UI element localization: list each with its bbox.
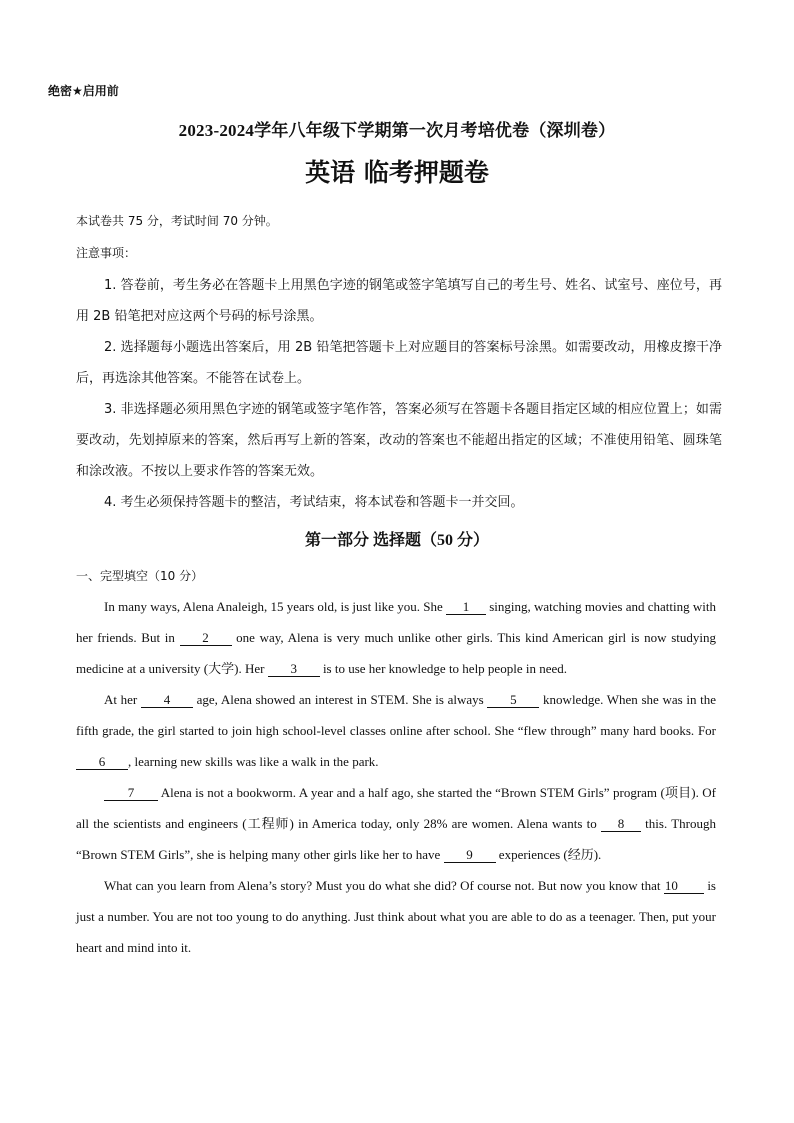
subject-title: 英语 临考押题卷 [305,158,489,187]
passage-text: At her [104,692,141,707]
passage-paragraph [76,870,716,963]
blank-6: 6 [76,755,128,770]
note-item: 1. 答卷前，考生务必在答题卡上用黑色字迹的钢笔或签字笔填写自己的考生号、姓名、试室号、座位号，再用 2B 铅笔把对应这两个号码的标号涂黑。 [76,278,722,324]
passage-text: In many ways, Alena Analeigh, 15 years old, is just like you. She [104,599,446,614]
passage-text: experiences (经历). [495,847,602,862]
cloze-passage [76,591,716,963]
blank-4: 4 [141,693,193,708]
confidential-label: 绝密★启用前 [48,84,119,98]
passage-text: singing, watching movies and chatting with her friends. But in [76,599,716,645]
notes-list [76,270,722,518]
passage-text: age, Alena showed an interest in STEM. She is always [192,692,488,707]
passage-text: is just a number. You are not too young to do anything. Just think about what you are able to do as a teenager. Then, put your heart and mind into it. [76,878,716,955]
blank-5: 5 [487,693,539,708]
blank-3: 3 [268,662,320,677]
blank-7: 7 [104,786,158,801]
part-heading: 第一部分 选择题（50 分） [304,532,489,549]
blank-8: 8 [601,817,641,832]
note-item: 4. 考生必须保持答题卡的整洁，考试结束，将本试卷和答题卡一并交回。 [104,495,524,510]
blank-10: 10 [664,879,704,894]
passage-paragraph [76,591,716,684]
section-heading: 一、完型填空（10 分） [76,569,204,583]
blank-2: 2 [180,631,232,646]
passage-text: is to use her knowledge to help people in need. [319,661,567,676]
passage-text: What can you learn from Alena’s story? Must you do what she did? Of course not. But now you know that [104,878,664,893]
blank-9: 9 [444,848,496,863]
exam-title: 2023-2024学年八年级下学期第一次月考培优卷（深圳卷） [178,121,616,140]
note-item: 3. 非选择题必须用黑色字迹的钢笔或签字笔作答，答案必须写在答题卡各题目指定区域的相应位置上；如需要改动，先划掉原来的答案，然后再写上新的答案，改动的答案也不能超出指定的区域；不准使用铅笔、圆珠笔和涂改液。不按以上要求作答的答案无效。 [76,402,722,479]
passage-paragraph [76,777,716,870]
passage-text: knowledge. When she was in the fifth grade, the girl started to join high school-level classes online after school. She “flew through” many hard books. For [76,692,716,738]
passage-text: Alena is not a bookworm. A year and a half ago, she started the “Brown STEM Girls” program (项目). Of all the scientists and engineers (工程师) in America today, only 28% are women. Alena wants to [76,785,716,831]
blank-1: 1 [446,600,486,615]
passage-paragraph [76,684,716,777]
exam-info: 本试卷共 75 分，考试时间 70 分钟。 [76,214,278,228]
passage-text: one way, Alena is very much unlike other girls. This kind American girl is now studying medicine at a university (大学). Her [76,630,716,676]
notes-heading: 注意事项： [76,246,137,260]
passage-text: this. Through “Brown STEM Girls”, she is helping many other girls like her to have [76,816,716,862]
note-item: 2. 选择题每小题选出答案后，用 2B 铅笔把答题卡上对应题目的答案标号涂黑。如需要改动，用橡皮擦干净后，再选涂其他答案。不能答在试卷上。 [76,340,722,386]
passage-text: , learning new skills was like a walk in the park. [128,754,379,769]
